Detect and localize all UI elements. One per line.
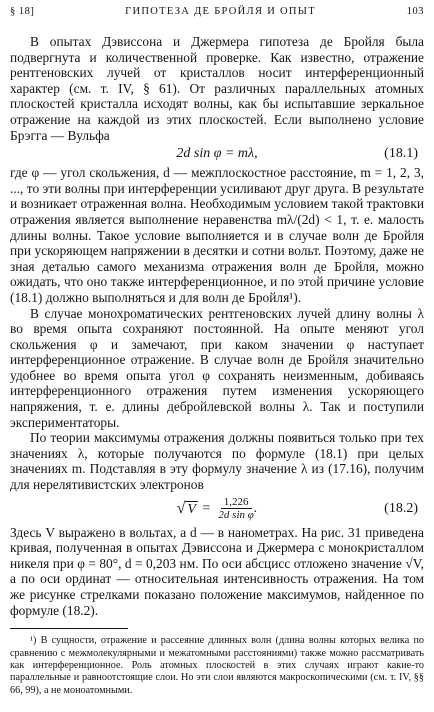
paragraph-4: По теории максимумы отражения должны появиться только при тех значениях λ, которые получаются по формуле (18.1) при целых значениях m. Подставляя в эту формулу значение λ из (17.16), получим для нерелятивистских электронов [10,430,424,493]
square-root [177,501,198,517]
paragraph-2: где φ — угол скольжения, d — межплоскостное расстояние, m = 1, 2, 3, ..., то эти волны при интерференции усиливают друг друга. В результате и возникает отраженная волна. Необходимым условием такой трактовки отражения является выполнение неравенства mλ/(2d) < 1, т. е. малость длины волны. Такое условие выполняется и в случае волн де Бройля при ускоряющем напряжении в десятки и сотни вольт. Поэтому, даже не зная деталью самого механизма отражения волн де Бройля, можно ожидать, что оно также интерференционное, и по этой причине условие (18.1) должно выполняться и для волн де Бройля¹). [10,165,424,305]
fraction-denominator: 2d sin φ [218,508,254,521]
paragraph-1: В опытах Дэвиссона и Джермера гипотеза де Бройля была подвергнута и количественной проверке. Как известно, отражение рентгеновских лучей от кристаллов носит интерференционный характер (см. т. IV, § 61). От различных параллельных атомных плоскостей кристалла исходят волны, как бы испытавшие зеркальное отражение на каждой из этих плоскостей. Если выполнено условие Брэгга — Вульфа [10,34,424,143]
main-text [10,34,424,618]
footnote-1: ¹) В сущности, отражение и рассеяние длинных волн (длина волны которых велика по сравнению с межмолекулярными и межатомными расстояниями) также можно рассматривать как интерференционное. Роль атомных плоскостей в этих случаях играют какие-то параллельные и равноотстоящие слои. Но эти слои являются макроскопическими (см. т. IV, §§ 66, 99), а не моноатомными. [10,635,424,696]
paragraph-5: Здесь V выражено в вольтах, а d — в нанометрах. На рис. 31 приведена кривая, полученная в опытах Дэвиссона и Джермера с монокристаллом никеля при φ = 80°, d = 0,203 нм. По оси абсцисс отложено значение √V, а по оси ординат — относительная интенсивность отражения. На том же рисунке стрелками показано положение максимумов, найденное по формуле (18.2). [10,524,424,618]
equation-18-1 [10,143,424,165]
equation-18-2-lhs: V [187,501,196,517]
equals-sign: = [197,500,215,516]
equation-18-1-body: 2d sin φ = mλ, [176,146,258,162]
equation-18-2 [10,493,424,525]
section-marker: § 18] [10,6,35,17]
fraction-numerator: 1,226 [221,496,252,509]
paragraph-3: В случае монохроматических рентгеновских лучей длину волны λ во время опыта сохраняют постоянной. На опыте меняют угол скольжения φ и замечают, при каком значении φ наступает интерференционное отражение. В случае волн де Бройля значительно удобнее во время опыта угол φ сохранять неизменным, добиваясь интерференционного отражения путем изменения ускоряющего напряжения, т. е. длины дебройлевской волны λ. Так и поступили экспериментаторы. [10,305,424,430]
equation-18-1-number: (18.1) [384,146,418,162]
running-header [10,4,424,20]
equation-18-2-number: (18.2) [384,500,418,516]
equation-period: . [253,500,258,516]
page-header-title: ГИПОТЕЗА ДЕ БРОЙЛЯ И ОПЫТ [125,6,316,17]
page-number: 103 [406,6,424,17]
radical-sign-icon: √ [176,499,186,517]
footnote-divider [10,628,128,629]
equation-18-2-fraction [218,496,253,522]
